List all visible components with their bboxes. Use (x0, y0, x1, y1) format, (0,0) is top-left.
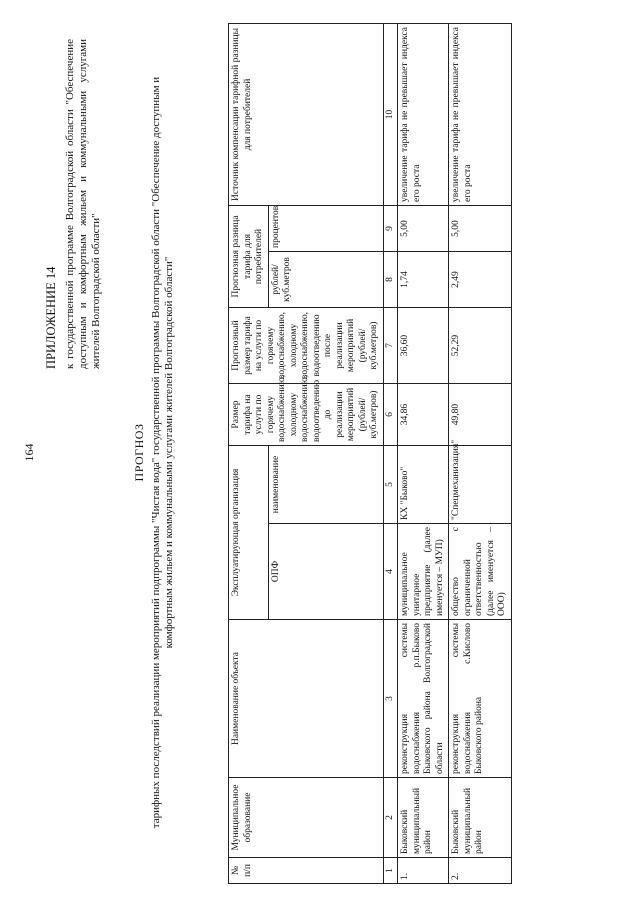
row-compensation: увеличение тарифа не превышает индекса его роста (449, 23, 512, 205)
column-number: 7 (383, 308, 398, 384)
table-header-row (229, 23, 269, 883)
row-compensation: увеличение тарифа не превышает индекса его роста (398, 23, 449, 205)
column-number: 8 (383, 252, 398, 308)
page-number: 164 (22, 443, 36, 462)
row-tariff-before: 49,80 (449, 384, 512, 446)
column-number: 10 (383, 23, 398, 205)
row-opf: общество с ограниченной ответственностью (далее именуется – ООО) (449, 524, 512, 620)
row-municipality: Быковский муниципальный район (449, 778, 512, 858)
row-object: реконструкция системы водоснабжения с.Кислово Быковского района (449, 620, 512, 778)
column-number-row (383, 23, 398, 883)
header-name: наименование (268, 446, 383, 524)
row-diff-pct: 5,00 (398, 205, 449, 251)
row-tariff-after: 52,29 (449, 308, 512, 384)
row-opf: муниципальное унитарное предприятие (далее именуется – МУП) (398, 524, 449, 620)
row-num: 1. (398, 858, 449, 884)
table-row (398, 23, 449, 883)
header-forecast-diff: Прогнозная разница тарифа для потребителей (229, 205, 269, 307)
header-tariff-after: Прогнозный размер тарифа на услуги по горячему водоснабжению, холодному водоснабжению, водоотведению после реализации мероприятий (рублей/ куб.метров) (229, 308, 384, 384)
row-diff-pct: 5,00 (449, 205, 512, 251)
row-diff-rub: 1,74 (398, 252, 449, 308)
row-name: "Спецмеханизация" (449, 446, 512, 524)
header-tariff-before: Размер тарифа на услуги по горячему водоснабжению, холодному водоснабжению, водоотведению до реализации мероприятий (рублей/ куб.метров) (229, 384, 384, 446)
forecast-table (228, 23, 512, 884)
header-compensation: Источник компенсации тарифной разницы для потребителей (229, 23, 384, 205)
column-number: 4 (383, 524, 398, 620)
row-tariff-after: 36,60 (398, 308, 449, 384)
column-number: 1 (383, 858, 398, 884)
header-num: № п/п (229, 858, 384, 884)
row-municipality: Быковский муниципальный район (398, 778, 449, 858)
header-diff-rub: рублей/ куб.метров (268, 252, 383, 308)
header-operator: Эксплуатирующая организация (229, 446, 269, 620)
document-subtitle: тарифных последствий реализации мероприятий подпрограммы "Чистая вода" государственной программы Волгоградской области "Обеспечение доступным и комфортным жильем и коммунальными услугами жителей Волгоградской области" (150, 76, 175, 829)
row-object: реконструкция системы водоснабжения р.п.Быково Быковского района Волгоградской области (398, 620, 449, 778)
row-name: КХ "Быково" (398, 446, 449, 524)
header-object: Наименование объекта (229, 620, 384, 778)
column-number: 6 (383, 384, 398, 446)
column-number: 3 (383, 620, 398, 778)
column-number: 2 (383, 778, 398, 858)
table-row (449, 23, 512, 883)
row-tariff-before: 34,86 (398, 384, 449, 446)
header-opf: ОПФ (268, 524, 383, 620)
row-num: 2. (449, 858, 512, 884)
header-municipality: Муниципальное образование (229, 778, 384, 858)
appendix-text: к государственной программе Волгоградской области "Обеспечение доступным и комфортным жильем и коммунальными услугами жителей Волгоградской области" (64, 39, 102, 369)
row-diff-rub: 2,49 (449, 252, 512, 308)
column-number: 9 (383, 205, 398, 251)
document-title: ПРОГНОЗ (132, 423, 146, 482)
appendix-title: ПРИЛОЖЕНИЕ 14 (44, 266, 58, 369)
header-diff-pct: процентов (268, 205, 383, 251)
column-number: 5 (383, 446, 398, 524)
